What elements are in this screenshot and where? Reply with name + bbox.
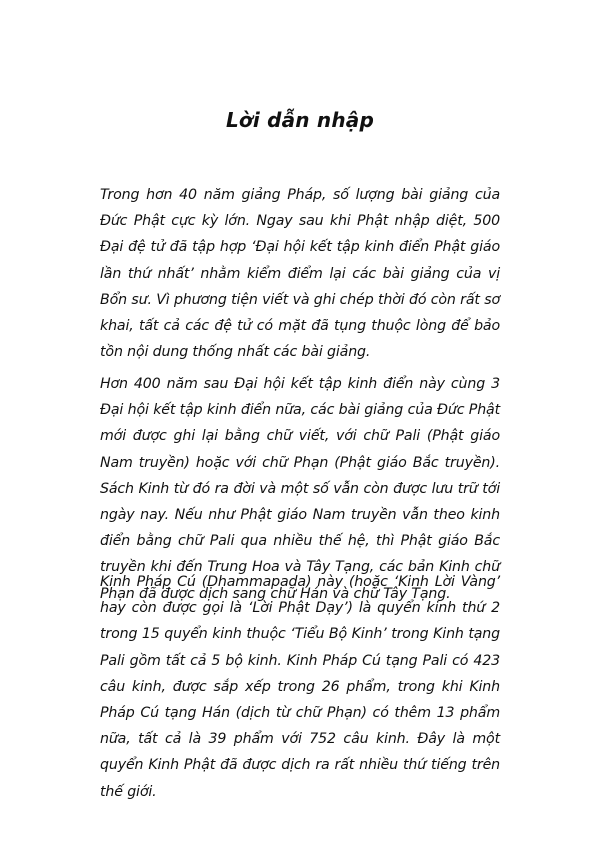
paragraph-dhammapada: Kinh Pháp Cú (Dhammapada) này (hoặc ‘Kinh Lời Vàng’ hay còn được gọi là ‘Lời Phật Dạy’) là quyển kinh thứ 2 trong 15 quyển kinh thuộc ‘Tiểu Bộ Kinh’ trong Kinh tạng Pali gồm tất cả 5 bộ kinh. Kinh Pháp Cú tạng Pali có 423 câu kinh, được sắp xếp trong 26 phẩm, trong khi Kinh Pháp Cú tạng Hán (dịch từ chữ Phạn) có thêm 13 phẩm nữa, tất cả là 39 phẩm với 752 câu kinh. Đây là một quyển Kinh Phật đã được dịch ra rất nhiều thứ tiếng trên thế giới. (100, 574, 500, 800)
paragraph-history: Hơn 400 năm sau Đại hội kết tập kinh điển này cùng 3 Đại hội kết tập kinh điển nữa, các bài giảng của Đức Phật mới được ghi lại bằng chữ viết, với chữ Pali (Phật giáo Nam truyền) hoặc với chữ Phạn (Phật giáo Bắc truyền). Sách Kinh từ đó ra đời và một số vẫn còn được lưu trữ tới ngày nay. Nếu như Phật giáo Nam truyền vẫn theo kinh điển bằng chữ Pali qua nhiều thế hệ, thì Phật giáo Bắc truyền khi đến Trung Hoa và Tây Tạng, các bản Kinh chữ Phạn đã được dịch sang chữ Hán và chữ Tây Tạng. (100, 376, 500, 602)
page-title: Lời dẫn nhập (225, 108, 374, 132)
paragraph-intro: Trong hơn 40 năm giảng Pháp, số lượng bài giảng của Đức Phật cực kỳ lớn. Ngay sau khi Phật nhập diệt, 500 Đại đệ tử đã tập hợp ‘Đại hội kết tập kinh điển Phật giáo lần thứ nhất’ nhằm kiểm điểm lại các bài giảng của vị Bổn sư. Vì phương tiện viết và ghi chép thời đó còn rất sơ khai, tất cả các đệ tử có mặt đã tụng thuộc lòng để bảo tồn nội dung thống nhất các bài giảng. (100, 187, 500, 361)
